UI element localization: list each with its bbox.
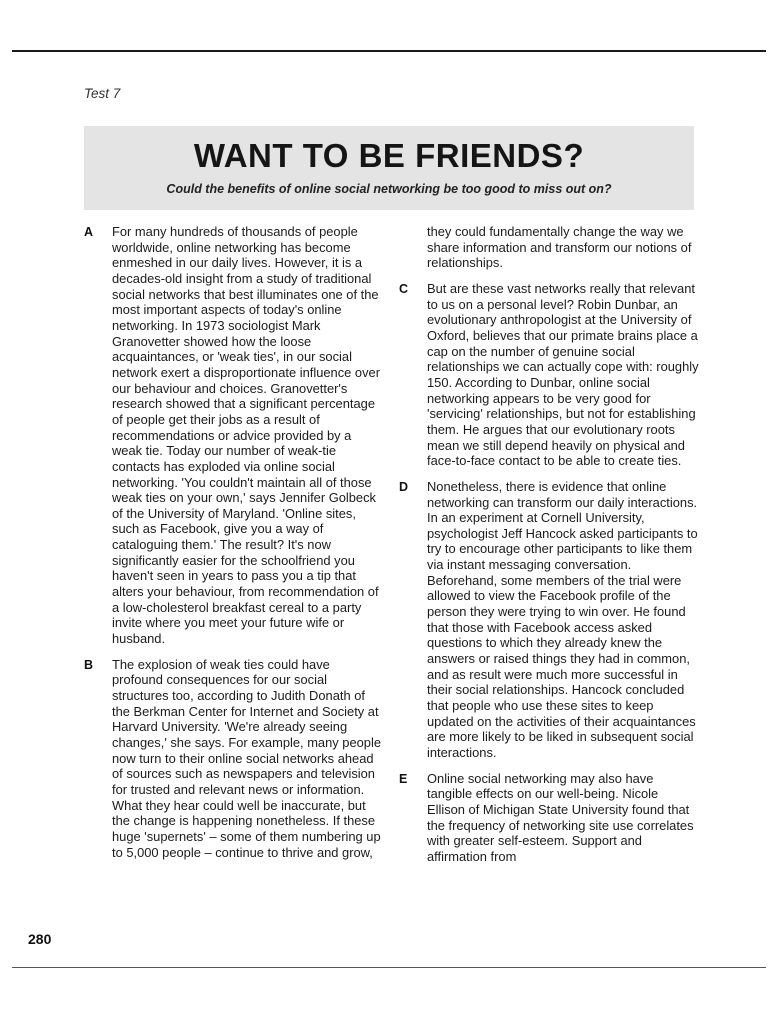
top-rule: [12, 50, 766, 52]
paragraph-text: The explosion of weak ties could have profound consequences for our social structures too, according to Judith Donath of the Berkman Center for Internet and Society at Harvard University. 'We're already seeing changes,' she says. For example, many people now turn to their online social networks ahead of sources such as newspapers and television for trusted and relevant news or information. What they hear could well be inaccurate, but the change is happening nonetheless. If these huge 'supernets' – some of them numbering up to 5,000 people – continue to thrive and grow,: [112, 656, 382, 860]
paragraph-letter: C: [399, 281, 409, 296]
paragraph-b-continued: [427, 224, 699, 271]
paragraph-c: [399, 280, 699, 469]
paragraph-letter: A: [84, 225, 94, 239]
article-subtitle: Could the benefits of online social networking be too good to miss out on?: [166, 182, 612, 196]
section-label: Test 7: [84, 86, 121, 101]
paragraph-text: But are these vast networks really that relevant to us on a personal level? Robin Dunbar, an evolutionary anthropologist at the University of Oxford, believes that our primate brains place a cap on the number of genuine social relationships we can actually cope with: roughly 150. According to Dunbar, online social networking appears to be very good for 'servicing' relationships, but not for establishing them. He argues that our evolutionary roots mean we still depend heavily on physical and face-to-face contact to be able to create ties.: [427, 280, 699, 469]
paragraph-text: Nonetheless, there is evidence that online networking can transform our daily interactions. In an experiment at Cornell University, psychologist Jeff Hancock asked participants to try to encourage other participants to like them via instant messaging conversation. Beforehand, some members of the trial were allowed to view the Facebook profile of the person they were trying to win over. He found that those with Facebook access asked questions to which they already knew the answers or raised things they had in common, and as result were much more successful in their social relationships. Hancock concluded that people who use these sites to keep updated on the activities of their acquaintances are more likely to be liked in subsequent social interactions.: [427, 478, 698, 760]
paragraph-a: [84, 224, 384, 647]
paragraph-text: they could fundamentally change the way we share information and transform our notions of relationships.: [427, 224, 692, 271]
title-band: [84, 126, 694, 210]
article-title: WANT TO BE FRIENDS?: [193, 137, 585, 174]
paragraph-letter: E: [399, 771, 408, 786]
paragraph-d: [399, 478, 699, 761]
paragraph-letter: B: [84, 657, 94, 672]
bottom-rule: [12, 967, 766, 968]
left-column: [84, 224, 384, 870]
paragraph-e: [399, 770, 699, 865]
paragraph-text: For many hundreds of thousands of people worldwide, online networking has become enmeshed in our daily lives. However, it is a decades-old insight from a study of traditional social networks that best illuminates one of the most important aspects of today's online networking. In 1973 sociologist Mark Granovetter showed how the loose acquaintances, or 'weak ties', in our social network exert a disproportionate influence over our behaviour and choices. Granovetter's research showed that a significant percentage of people get their jobs as a result of recommendations or advice provided by a weak tie. Today our number of weak-tie contacts has exploded via online social networking. 'You couldn't maintain all of those weak ties on your own,' says Jennifer Golbeck of the University of Maryland. 'Online sites, such as Facebook, give you a way of cataloguing them.' The result? It's now significantly easier for the schoolfriend you haven't seen in years to pass you a tip that alters your behaviour, from recommendation of a low-cholesterol breakfast cereal to a party invite where you meet your future wife or husband.: [112, 224, 380, 647]
right-column: [399, 224, 699, 875]
page-number: 280: [28, 931, 52, 947]
paragraph-b: [84, 656, 384, 861]
paragraph-text: Online social networking may also have tangible effects on our well-being. Nicole Ellison of Michigan State University found that the frequency of networking site use correlates with greater self-esteem. Support and affirmation from: [427, 770, 694, 864]
paragraph-letter: D: [399, 479, 409, 494]
